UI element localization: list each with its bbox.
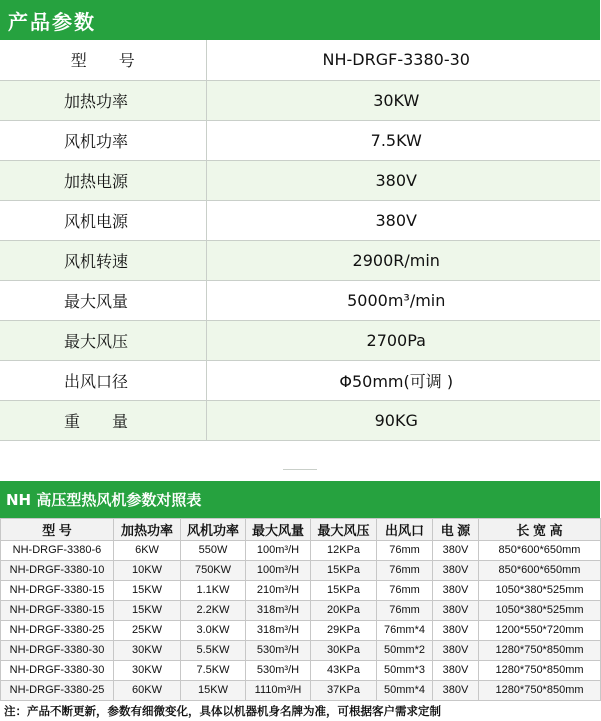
table-cell: 7.5KW: [181, 660, 246, 680]
table-row: [1, 620, 601, 640]
table-cell: 530m³/H: [246, 660, 311, 680]
table-cell: 50mm*3: [377, 660, 433, 680]
spec-value: 380V: [206, 160, 600, 200]
footnote: 注：产品不断更新，参数有细微变化，具体以机器机身名牌为准，可根据客户需求定制: [4, 703, 441, 718]
table-cell: 43KPa: [311, 660, 377, 680]
table-cell: NH-DRGF-3380-6: [1, 540, 114, 560]
table-cell: 3.0KW: [181, 620, 246, 640]
product-params-title: 产品参数: [8, 9, 96, 34]
spec-label: 风机功率: [0, 120, 206, 160]
spec-value: 2700Pa: [206, 320, 600, 360]
table-cell: 850*600*650mm: [479, 540, 601, 560]
table-cell: 1110m³/H: [246, 680, 311, 700]
table-cell: 1200*550*720mm: [479, 620, 601, 640]
spec-label: 加热电源: [0, 160, 206, 200]
spec-row: [0, 240, 600, 280]
table-cell: NH-DRGF-3380-10: [1, 560, 114, 580]
table-cell: 10KW: [114, 560, 181, 580]
spec-value: 2900R/min: [206, 240, 600, 280]
spec-row: [0, 400, 600, 440]
section-spacer: [0, 441, 600, 481]
table-cell: 15KPa: [311, 560, 377, 580]
col-header-model: 型 号: [1, 518, 114, 540]
table-cell: 76mm: [377, 540, 433, 560]
product-params-table: [0, 40, 600, 441]
table-cell: 530m³/H: [246, 640, 311, 660]
table-cell: 76mm: [377, 560, 433, 580]
table-cell: 1280*750*850mm: [479, 660, 601, 680]
table-cell: 30KW: [114, 660, 181, 680]
spec-label: 加热功率: [0, 80, 206, 120]
table-cell: 20KPa: [311, 600, 377, 620]
col-header-power-supply: 电 源: [433, 518, 479, 540]
spec-label: 风机转速: [0, 240, 206, 280]
col-header-max-pressure: 最大风压: [311, 518, 377, 540]
spec-row: [0, 160, 600, 200]
table-cell: 380V: [433, 680, 479, 700]
spec-value: 30KW: [206, 80, 600, 120]
table-cell: NH-DRGF-3380-25: [1, 680, 114, 700]
spec-value: 7.5KW: [206, 120, 600, 160]
spec-label: 最大风量: [0, 280, 206, 320]
table-cell: 15KW: [181, 680, 246, 700]
divider: [283, 469, 317, 470]
col-header-dimensions: 长 宽 高: [479, 518, 601, 540]
table-cell: 380V: [433, 540, 479, 560]
spec-label: 风机电源: [0, 200, 206, 240]
comparison-header: [0, 481, 600, 518]
table-cell: 380V: [433, 600, 479, 620]
table-cell: 76mm*4: [377, 620, 433, 640]
table-row: [1, 580, 601, 600]
spec-row: [0, 320, 600, 360]
table-cell: 50mm*4: [377, 680, 433, 700]
table-cell: 380V: [433, 660, 479, 680]
col-header-heating-power: 加热功率: [114, 518, 181, 540]
table-cell: 50mm*2: [377, 640, 433, 660]
table-cell: NH-DRGF-3380-25: [1, 620, 114, 640]
spec-value: 380V: [206, 200, 600, 240]
table-cell: 550W: [181, 540, 246, 560]
table-cell: 1050*380*525mm: [479, 580, 601, 600]
comparison-table: [0, 518, 601, 701]
table-cell: 100m³/H: [246, 560, 311, 580]
table-cell: 1280*750*850mm: [479, 680, 601, 700]
table-cell: 15KW: [114, 600, 181, 620]
col-header-outlet: 出风口: [377, 518, 433, 540]
table-cell: 76mm: [377, 600, 433, 620]
table-cell: 12KPa: [311, 540, 377, 560]
table-cell: 15KPa: [311, 580, 377, 600]
table-row: [1, 640, 601, 660]
table-cell: 29KPa: [311, 620, 377, 640]
spec-value: Φ50mm(可调 ): [206, 360, 600, 400]
table-cell: 380V: [433, 580, 479, 600]
spec-row: [0, 360, 600, 400]
table-row: [1, 660, 601, 680]
table-cell: 380V: [433, 560, 479, 580]
table-cell: 380V: [433, 640, 479, 660]
table-row: [1, 600, 601, 620]
table-cell: 2.2KW: [181, 600, 246, 620]
spec-value: 90KG: [206, 400, 600, 440]
spec-label: 型 号: [0, 40, 206, 80]
spec-value: 5000m³/min: [206, 280, 600, 320]
table-row: [1, 680, 601, 700]
table-cell: NH-DRGF-3380-15: [1, 600, 114, 620]
table-cell: 380V: [433, 620, 479, 640]
comparison-title: NH 高压型热风机参数对照表: [6, 490, 202, 509]
table-cell: 37KPa: [311, 680, 377, 700]
table-cell: 850*600*650mm: [479, 560, 601, 580]
table-cell: 76mm: [377, 580, 433, 600]
table-cell: 30KPa: [311, 640, 377, 660]
spec-value: NH-DRGF-3380-30: [206, 40, 600, 80]
table-cell: 1.1KW: [181, 580, 246, 600]
table-cell: 210m³/H: [246, 580, 311, 600]
table-cell: NH-DRGF-3380-30: [1, 660, 114, 680]
table-cell: 6KW: [114, 540, 181, 560]
col-header-fan-power: 风机功率: [181, 518, 246, 540]
table-cell: NH-DRGF-3380-30: [1, 640, 114, 660]
table-cell: 60KW: [114, 680, 181, 700]
table-cell: 318m³/H: [246, 600, 311, 620]
product-params-header: [0, 0, 600, 40]
comparison-header-row: [1, 518, 601, 540]
col-header-max-airflow: 最大风量: [246, 518, 311, 540]
table-cell: 25KW: [114, 620, 181, 640]
spec-label: 最大风压: [0, 320, 206, 360]
spec-label: 出风口径: [0, 360, 206, 400]
table-cell: 1050*380*525mm: [479, 600, 601, 620]
spec-row: [0, 40, 600, 80]
table-cell: 100m³/H: [246, 540, 311, 560]
spec-row: [0, 200, 600, 240]
table-cell: NH-DRGF-3380-15: [1, 580, 114, 600]
table-cell: 15KW: [114, 580, 181, 600]
spec-row: [0, 80, 600, 120]
table-cell: 318m³/H: [246, 620, 311, 640]
spec-row: [0, 120, 600, 160]
table-cell: 5.5KW: [181, 640, 246, 660]
table-row: [1, 560, 601, 580]
table-cell: 1280*750*850mm: [479, 640, 601, 660]
spec-label: 重 量: [0, 400, 206, 440]
table-cell: 750KW: [181, 560, 246, 580]
table-row: [1, 540, 601, 560]
table-cell: 30KW: [114, 640, 181, 660]
spec-row: [0, 280, 600, 320]
